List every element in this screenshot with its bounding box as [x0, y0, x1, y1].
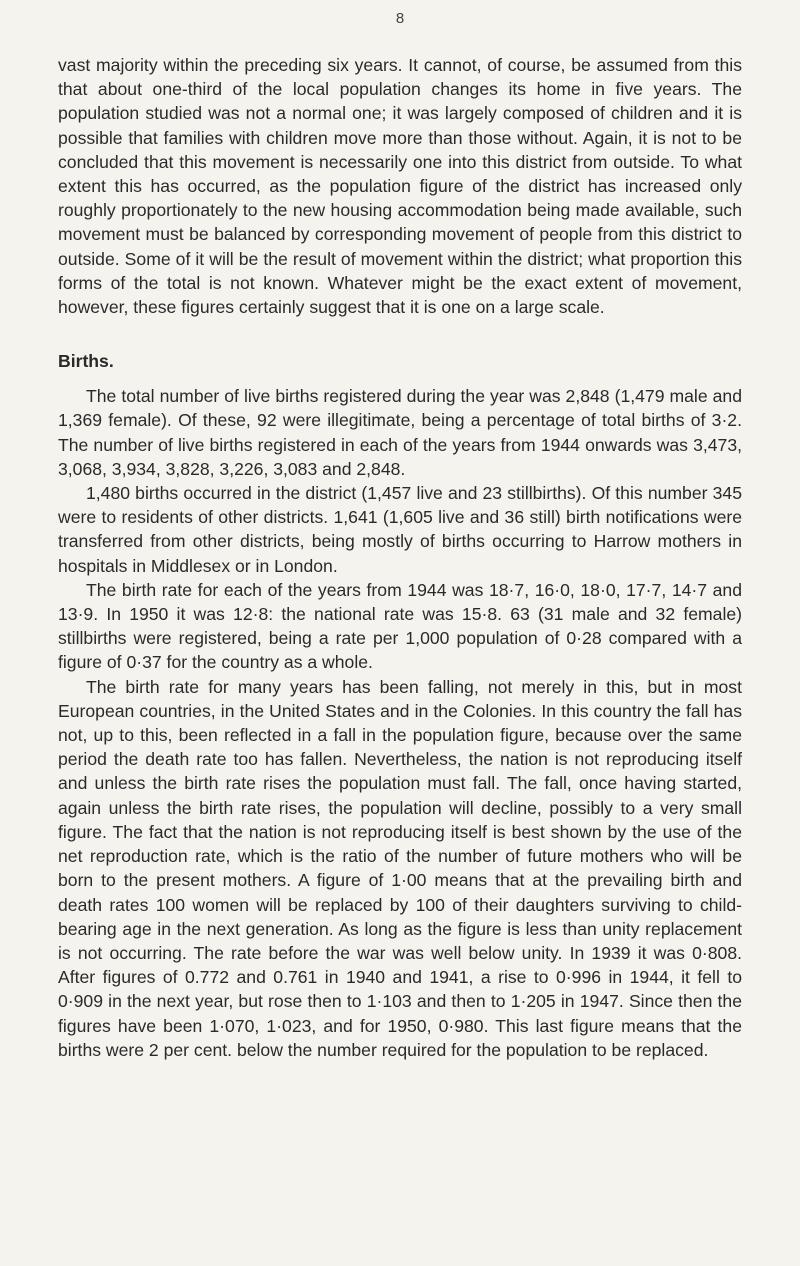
intro-paragraph: vast majority within the preceding six years. It cannot, of course, be assumed from this that about one-third of the local population changes its home in five years. The population studied was not a normal one; it was largely composed of children and it is possible that families with children move more than those without. Again, it is not to be concluded that this movement is necessarily one into this district from outside. To what extent this has occurred, as the population figure of the district has increased only roughly proportionately to the new housing accommodation being made available, such movement must be balanced by corresponding movement of people from this district to outside. Some of it will be the result of movement within the district; what proportion this forms of the total is not known. Whatever might be the exact extent of movement, however, these figures certainly suggest that it is one on a large scale.: [58, 55, 742, 318]
births-paragraph-3: The birth rate for each of the years from 1944 was 18·7, 16·0, 18·0, 17·7, 14·7 and 13·9. In 1950 it was 12·8: the national rate was 15·8. 63 (31 male and 32 female) stillbirths were registered, being a rate per 1,000 population of 0·28 compared with a figure of 0·37 for the country as a whole.: [58, 579, 742, 673]
births-paragraph-2: 1,480 births occurred in the district (1,457 live and 23 stillbirths). Of this number 345 were to residents of other districts. 1,641 (1,605 live and 36 still) birth notifications were transferred from other districts, being mostly of births occurring to Harrow mothers in hospitals in Middlesex or in London.: [58, 483, 742, 576]
section-heading-births: Births.: [58, 351, 114, 372]
births-paragraph-4: The birth rate for many years has been falling, not merely in this, but in most European countries, in the United States and in the Colonies. In this country the fall has not, up to this, been reflected in a fall in the population figure, because over the same period the death rate too has fallen. Nevertheless, the nation is not reproducing itself and unless the birth rate rises the population must fall. The fall, once having started, again unless the birth rate rises, the population will decline, possibly to a very small figure. The fact that the nation is not reproducing itself is best shown by the use of the net reproduction rate, which is the ratio of the number of future mothers who will be born to the present mothers. A figure of 1·00 means that at the prevailing birth and death rates 100 women will be replaced by 100 of their daughters surviving to child-bearing age in the next generation. As long as the figure is less than unity replacement is not occurring. The rate before the war was well below unity. In 1939 it was 0·808. After figures of 0.772 and 0.761 in 1940 and 1941, a rise to 0·996 in 1944, it fell to 0·909 in the next year, but rose then to 1·103 and then to 1·205 in 1947. Since then the figures have been 1·070, 1·023, and for 1950, 0·980. This last figure means that the births were 2 per cent. below the number required for the population to be replaced.: [58, 676, 742, 1060]
births-paragraph-1: The total number of live births registered during the year was 2,848 (1,479 male and 1,369 female). Of these, 92 were illegitimate, being a percentage of total births of 3·2. The number of live births registered in each of the years from 1944 onwards was 3,473, 3,068, 3,934, 3,828, 3,226, 3,083 and 2,848.: [58, 386, 742, 479]
page-number: 8: [395, 10, 405, 27]
